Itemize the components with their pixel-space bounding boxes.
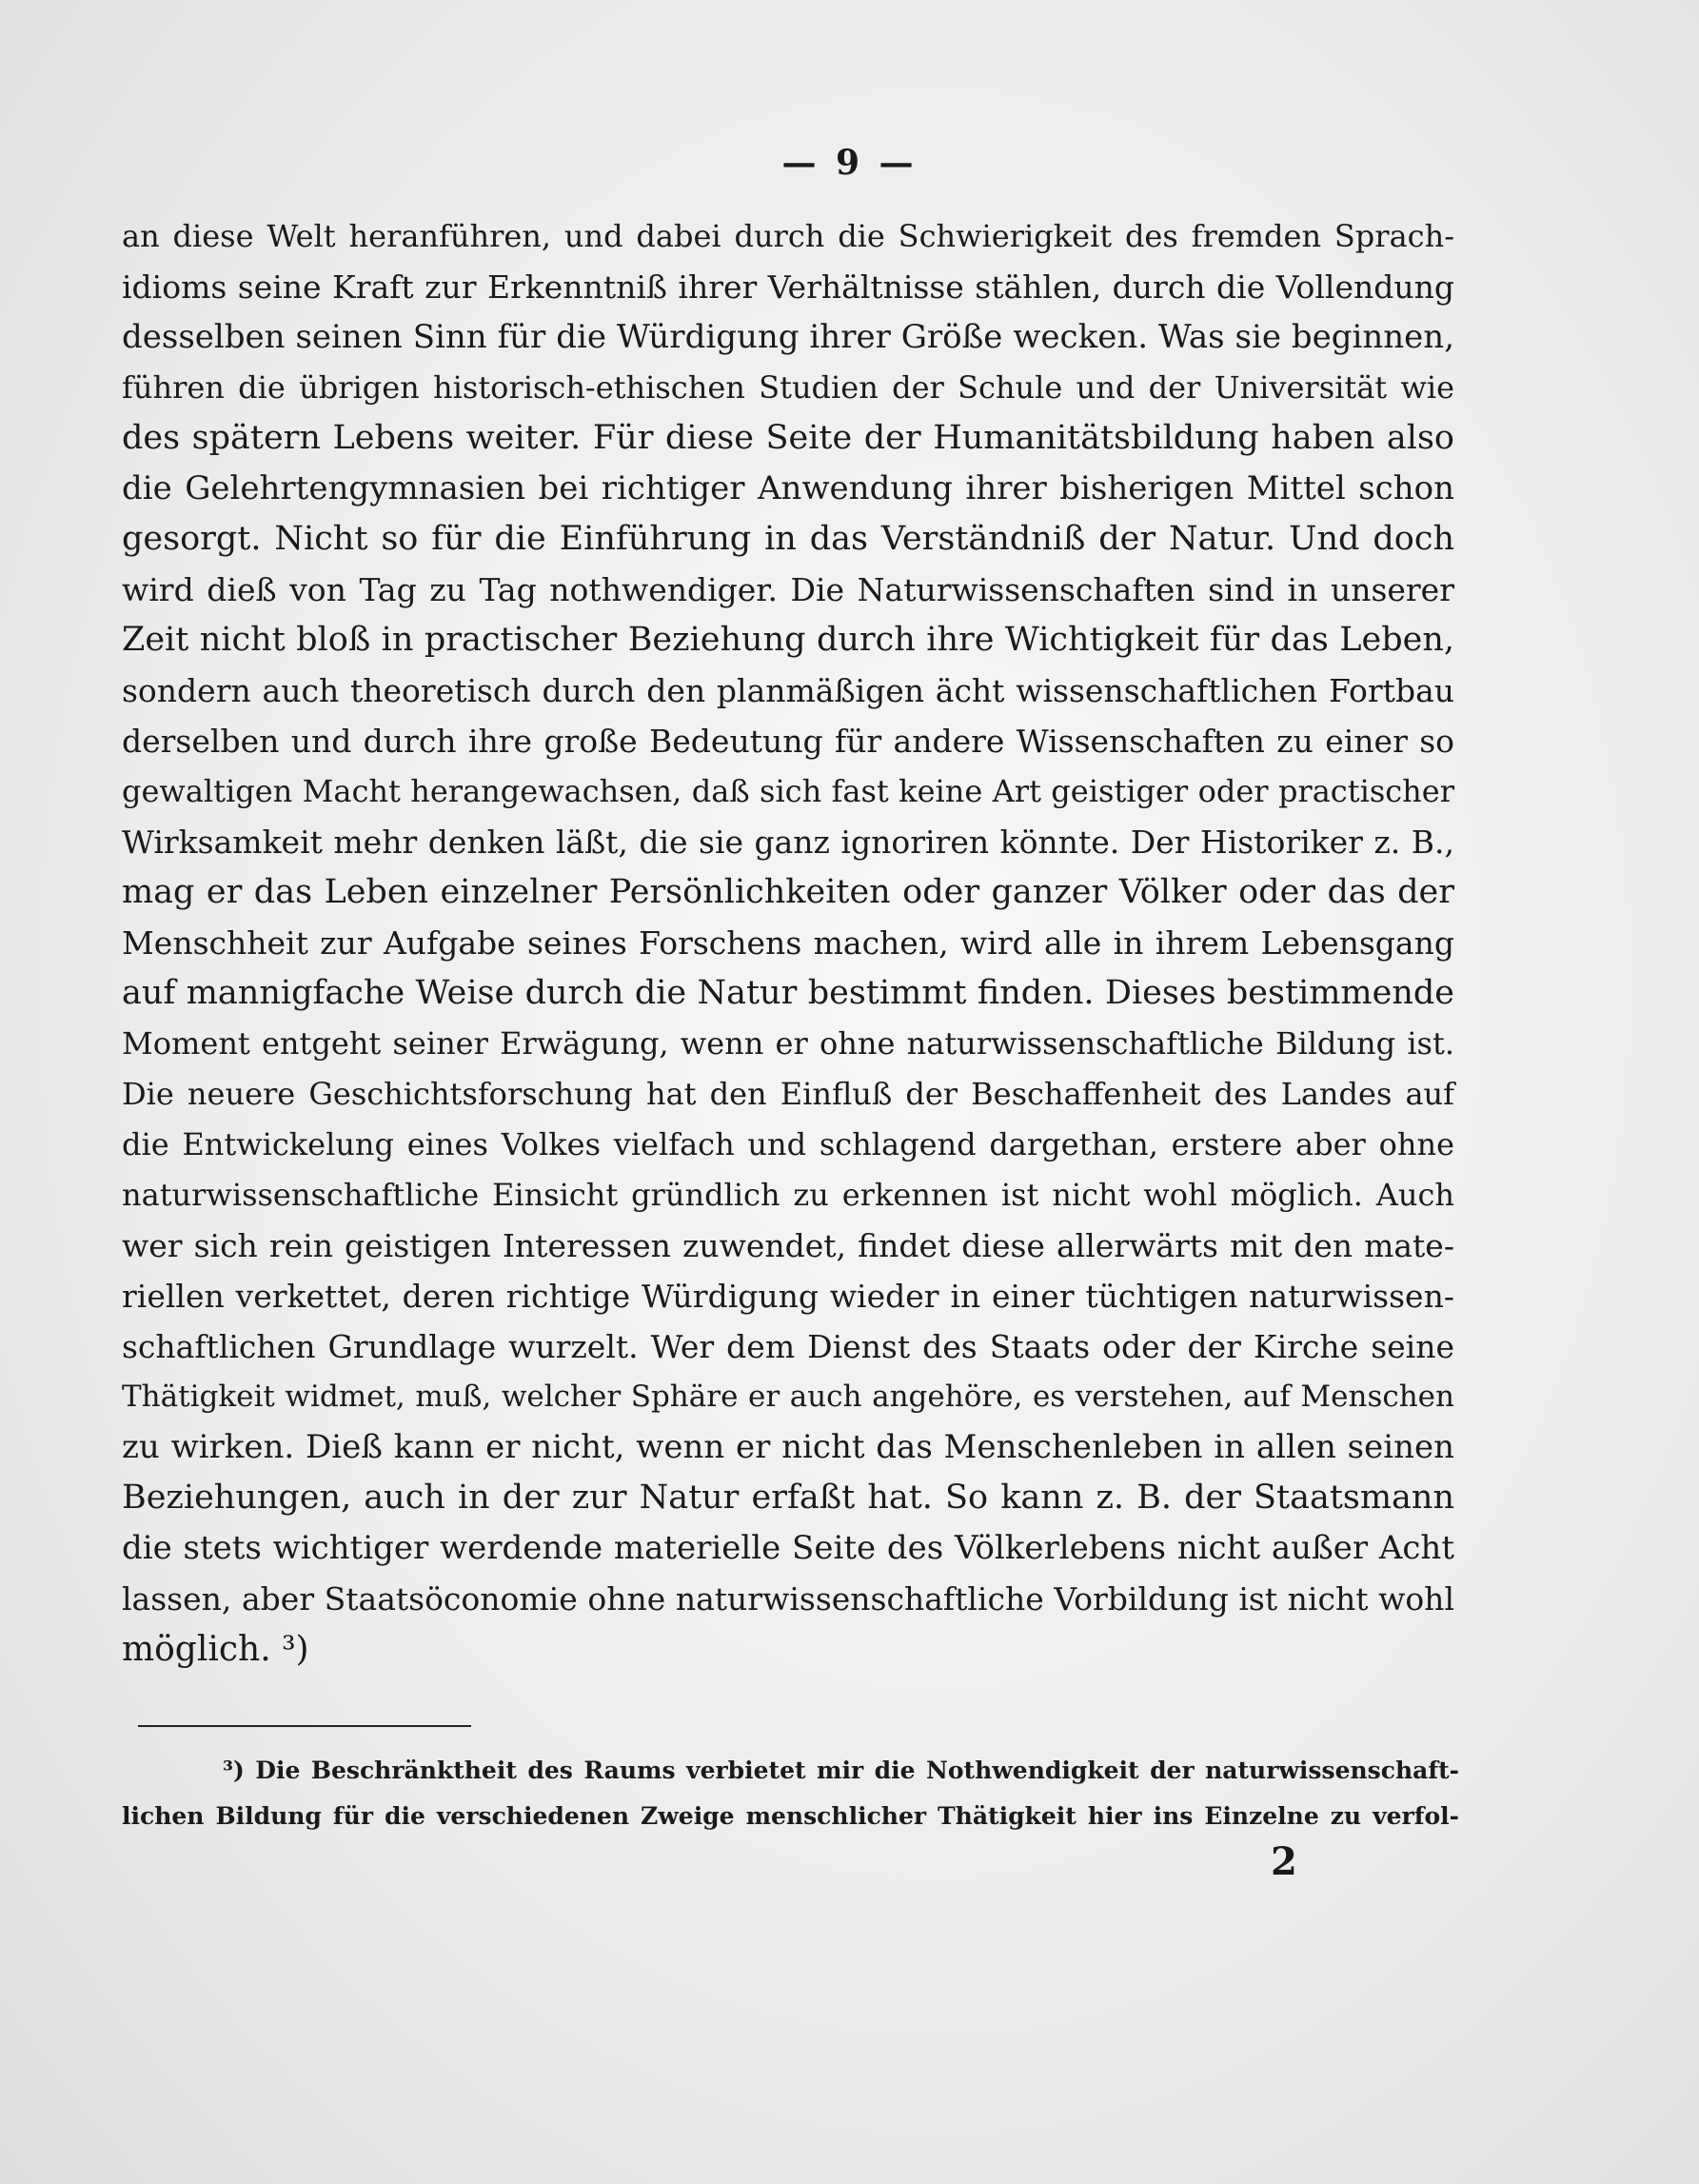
text-line: mag er das Leben einzelner Persönlichkeiten oder ganzer Völker oder das der	[122, 873, 1454, 911]
text-line: gewaltigen Macht herangewachsen, daß sich fast keine Art geistiger oder practischer	[122, 773, 1454, 809]
text-line: die stets wichtiger werdende materielle Seite des Völkerlebens nicht außer Acht	[122, 1529, 1454, 1567]
text-line: die Gelehrtengymnasien bei richtiger Anwendung ihrer bisherigen Mittel schon	[122, 469, 1454, 507]
footnote-line: lichen Bildung für die verschiedenen Zweige menschlicher Thätigkeit hier ins Einzelne zu verfol-	[122, 1802, 1459, 1830]
footnote-line: ³) Die Beschränktheit des Raums verbietet mir die Nothwendigkeit der naturwissenschaft-	[223, 1757, 1459, 1784]
text-line: führen die übrigen historisch-ethischen Studien der Schule und der Universität wie	[122, 369, 1454, 406]
text-line: Die neuere Geschichtsforschung hat den Einfluß der Beschaffenheit des Landes auf	[122, 1076, 1454, 1112]
text-line: idioms seine Kraft zur Erkenntniß ihrer Verhältnisse stählen, durch die Vollendung	[122, 268, 1454, 306]
text-line: möglich. ³)	[122, 1630, 309, 1669]
text-line: derselben und durch ihre große Bedeutung für andere Wissenschaften zu einer so	[122, 723, 1454, 760]
body-text	[122, 211, 1454, 1675]
text-line: lassen, aber Staatsöconomie ohne naturwissenschaftliche Vorbildung ist nicht wohl	[122, 1580, 1454, 1618]
text-line: Thätigkeit widmet, muß, welcher Sphäre er auch angehöre, es verstehen, auf Menschen	[122, 1380, 1454, 1414]
text-line: auf mannigfache Weise durch die Natur bestimmt finden. Dieses bestimmende	[122, 974, 1454, 1012]
text-line: die Entwickelung eines Volkes vielfach und schlagend dargethan, erstere aber ohne	[122, 1126, 1454, 1162]
text-line: an diese Welt heranführen, und dabei durch die Schwierigkeit des fremden Sprach-	[122, 218, 1454, 254]
text-line: Zeit nicht bloß in practischer Beziehung durch ihre Wichtigkeit für das Leben,	[122, 621, 1454, 659]
text-line: Wirksamkeit mehr denken läßt, die sie ganz ignoriren könnte. Der Historiker z. B.,	[122, 824, 1454, 861]
text-line: gesorgt. Nicht so für die Einführung in das Verständniß der Natur. Und doch	[122, 520, 1454, 558]
text-line: wird dieß von Tag zu Tag nothwendiger. Die Naturwissenschaften sind in unserer	[122, 571, 1454, 608]
text-line: riellen verkettet, deren richtige Würdigung wieder in einer tüchtigen naturwissen-	[122, 1278, 1454, 1315]
text-line: naturwissenschaftliche Einsicht gründlich zu erkennen ist nicht wohl möglich. Auch	[122, 1177, 1454, 1213]
text-line: Menschheit zur Aufgabe seines Forschens machen, wird alle in ihrem Lebensgang	[122, 924, 1454, 962]
page-number: — 9 —	[781, 143, 918, 183]
text-line: desselben seinen Sinn für die Würdigung ihrer Größe wecken. Was sie beginnen,	[122, 318, 1454, 356]
text-line: des spätern Lebens weiter. Für diese Seite der Humanitätsbildung haben also	[122, 419, 1454, 457]
text-line: wer sich rein geistigen Interessen zuwendet, findet diese allerwärts mit den mate-	[122, 1227, 1454, 1264]
footnote	[122, 1748, 1459, 1839]
text-line: sondern auch theoretisch durch den planmäßigen ächt wissenschaftlichen Fortbau	[122, 672, 1454, 709]
text-line: Beziehungen, auch in der zur Natur erfaßt hat. So kann z. B. der Staatsmann	[122, 1479, 1454, 1517]
signature-mark: 2	[1271, 1839, 1297, 1884]
text-line: schaftlichen Grundlage wurzelt. Wer dem Dienst des Staats oder der Kirche seine	[122, 1328, 1454, 1365]
text-line: Moment entgeht seiner Erwägung, wenn er ohne naturwissenschaftliche Bildung ist.	[122, 1025, 1454, 1062]
footnote-rule	[138, 1725, 471, 1727]
text-line: zu wirken. Dieß kann er nicht, wenn er nicht das Menschenleben in allen seinen	[122, 1428, 1454, 1466]
